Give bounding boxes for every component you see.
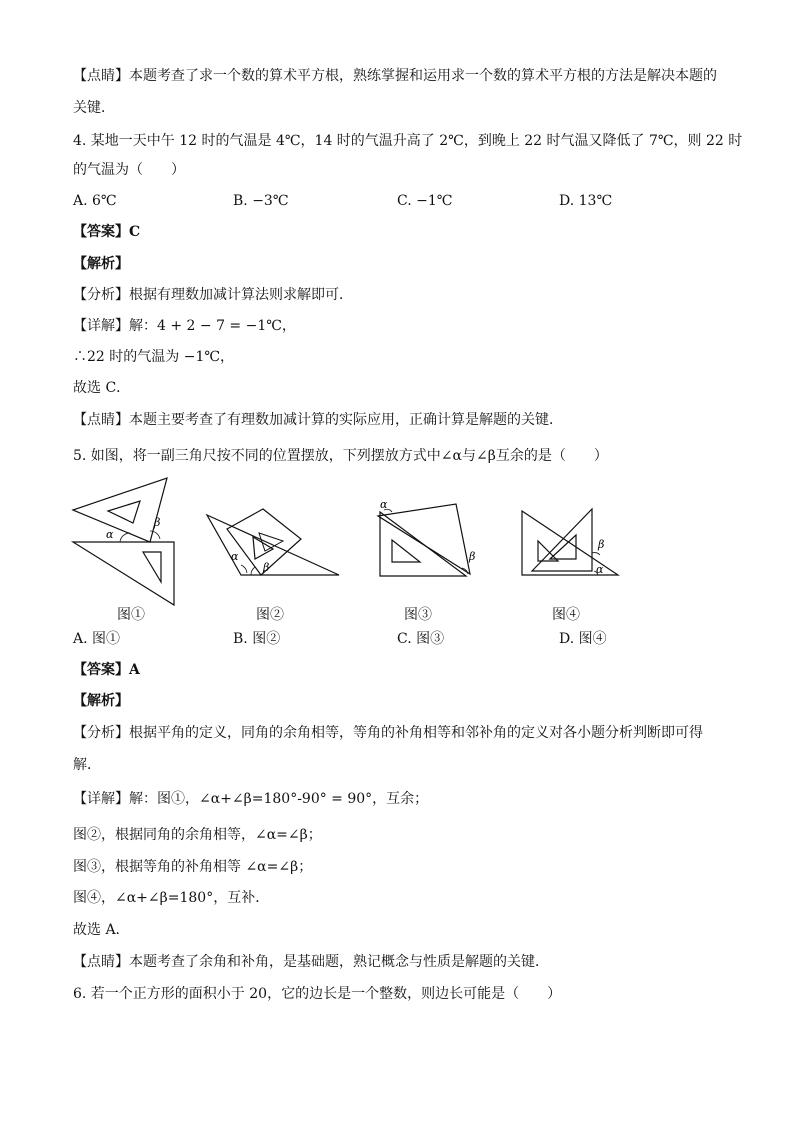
figure-1-caption: 图① bbox=[117, 607, 145, 623]
figure-2-caption: 图② bbox=[256, 607, 284, 623]
q4-answer: 【答案】C bbox=[73, 224, 141, 240]
q5-detail-fig4: 图④，∠α+∠β=180°，互补． bbox=[73, 890, 270, 906]
figure-1 bbox=[70, 475, 180, 610]
q5-analysis-line2: 解． bbox=[73, 757, 101, 773]
figure-3-caption: 图③ bbox=[404, 607, 432, 623]
fig2-alpha-label: α bbox=[231, 550, 239, 563]
fig1-beta-label: β bbox=[154, 516, 161, 529]
q4-analysis-heading: 【解析】 bbox=[73, 256, 129, 272]
fig3-alpha-label: α bbox=[380, 500, 388, 511]
fig2-beta-label: β bbox=[263, 561, 270, 574]
q5-option-c: C. 图③ bbox=[397, 631, 445, 647]
q3-tip-line1: 【点睛】本题考查了求一个数的算术平方根，熟练掌握和运用求一个数的算术平方根的方法是解决本题的 bbox=[73, 68, 717, 84]
q4-tip: 【点睛】本题主要考查了有理数加减计算的实际应用，正确计算是解题的关键． bbox=[73, 412, 563, 428]
q5-detail-fig3: 图③，根据等角的补角相等 ∠α=∠β； bbox=[73, 859, 313, 875]
q5-stem: 5. 如图，将一副三角尺按不同的位置摆放，下列摆放方式中∠α与∠β互余的是（ ） bbox=[73, 448, 608, 464]
q4-option-a: A. 6℃ bbox=[73, 193, 117, 209]
q5-analysis-line1: 【分析】根据平角的定义，同角的余角相等，等角的补角相等和邻补角的定义对各小题分析判断即可得 bbox=[73, 725, 703, 741]
q3-tip-line2: 关键． bbox=[73, 100, 115, 116]
q4-stem-line1: 4. 某地一天中午 12 时的气温是 4℃，14 时的气温升高了 2℃，到晚上 22 时气温又降低了 7℃，则 22 时 bbox=[73, 133, 743, 149]
q4-detail: 【详解】解：4 + 2 − 7 = −1℃， bbox=[73, 318, 296, 334]
q5-answer: 【答案】A bbox=[73, 662, 140, 678]
q5-option-b: B. 图② bbox=[233, 631, 281, 647]
q5-choice: 故选 A． bbox=[73, 922, 130, 938]
figure-3 bbox=[370, 500, 485, 580]
q4-analysis: 【分析】根据有理数加减计算法则求解即可． bbox=[73, 287, 353, 303]
q4-choice: 故选 C． bbox=[73, 380, 131, 396]
q5-detail-fig1: 【详解】解：图①，∠α+∠β=180°-90° = 90°，互余； bbox=[73, 791, 429, 807]
fig3-beta-label: β bbox=[469, 550, 476, 563]
figure-2 bbox=[203, 505, 343, 583]
q5-option-a: A. 图① bbox=[73, 631, 121, 647]
q4-option-d: D. 13℃ bbox=[559, 193, 613, 209]
q4-option-c: C. −1℃ bbox=[397, 193, 453, 209]
q6-stem: 6. 若一个正方形的面积小于 20，它的边长是一个整数，则边长可能是（ ） bbox=[73, 986, 562, 1002]
figure-4 bbox=[518, 505, 626, 580]
q4-stem-line2: 的气温为（ ） bbox=[73, 162, 185, 178]
q4-detail-conclusion: ∴22 时的气温为 −1℃， bbox=[73, 349, 235, 365]
q5-option-d: D. 图④ bbox=[559, 631, 607, 647]
q5-detail-fig2: 图②，根据同角的余角相等，∠α=∠β； bbox=[73, 827, 322, 843]
q5-tip: 【点睛】本题考查了余角和补角，是基础题，熟记概念与性质是解题的关键． bbox=[73, 954, 549, 970]
fig1-alpha-label: α bbox=[106, 528, 114, 541]
fig4-beta-label: β bbox=[598, 538, 605, 551]
q4-option-b: B. −3℃ bbox=[233, 193, 289, 209]
figure-4-caption: 图④ bbox=[552, 607, 580, 623]
fig4-alpha-label: α bbox=[596, 563, 604, 576]
q5-analysis-heading: 【解析】 bbox=[73, 693, 129, 709]
